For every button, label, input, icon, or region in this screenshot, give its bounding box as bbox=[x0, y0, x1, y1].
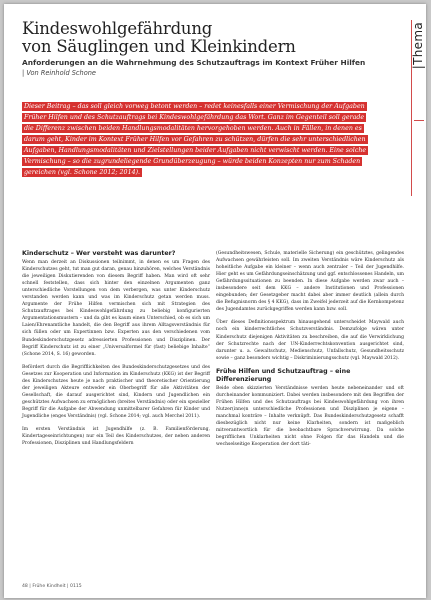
lead-highlight-text: Dieser Beitrag – das soll gleich vorweg betont werden – redet keinesfalls einer Vermischung der Aufgaben Früher Hilfen und des Schutzauftrags bei Kindeswohlgefährdung das Wort. Ganz im Gegenteil soll gerade die Differenz zwischen beiden Handlungsmodalitäten hervorgehoben werden. Auch in Fällen, in denen es darum geht, Kinder im Kontext Früher Hilfen vor Gefahren zu schützen, dürfen die sehr unterschiedlichen Aufgaben, Handlungsmodalitäten und Zielstellungen beider Aufgaben nicht verwischt werden. Eine solche Vermischung – so die zugrundeliegende Grundüberzeugung – würde beiden Konzepten nur zum Schaden gereichen (vgl. Schone 2012; 2014). bbox=[24, 103, 367, 176]
page-footer: 48 | Frühe Kindheit | 0115 bbox=[22, 584, 82, 589]
right-paragraph-3: Beide oben skizzierten Verständnisse werden heute nebeneinander und oft durcheinander kommuniziert. Dabei werden insbesondere mit den Begriffen der Frühen Hilfen und des Schutzauftrags bei Kindeswohlgefährdung von ihren Nutzer(inne)n unterschiedliche Professionen und Disziplinen je eigene – manchmal konträre – Inhalte verknüpft. Das Bundeskinderschutzgesetz schafft diesbezüglich nicht nur keine Klarheiten, sondern ist maßgeblich mitverantwortlich für die beobachtbare Sprachverwirrung. Da solche begrifflichen Unklarheiten nicht ohne Folgen für das Handeln und die wechselseitige Kooperation der dort täti- bbox=[216, 385, 404, 448]
document-page bbox=[4, 4, 426, 598]
article-title bbox=[22, 20, 362, 56]
right-paragraph-2: Über dieses Definitionsspektrum hinausgehend unterscheidet Maywald auch noch ein kinderrechtliches Schutzverständnis. Demzufolge wären unter Kinderschutz diejenigen Aktivitäten zu beschreiben, die auf die Verwirklichung der Schutzrechte nach der UN-Kinderrechtskonvention ausgerichtet sind, darunter u. a. Gewaltschutz, Medienschutz, Unfallschutz, Gesundheitsschutz sowie – ganz besonders wichtig – Diskriminierungsschutz (vgl. Maywald 2012). bbox=[216, 320, 404, 361]
section-tab-label: |Thema bbox=[411, 22, 425, 70]
right-column bbox=[216, 250, 404, 454]
right-column-heading: Frühe Hilfen und Schutzauftrag – eine Differenzierung bbox=[216, 367, 351, 383]
title-line-1: Kindeswohlgefährdung bbox=[22, 19, 213, 38]
lead-paragraph bbox=[22, 101, 370, 178]
article-subtitle: Anforderungen an die Wahrnehmung des Schutzauftrags im Kontext Früher Hilfen bbox=[22, 58, 366, 67]
left-column-heading: Kinderschutz – Wer versteht was darunter? bbox=[22, 250, 176, 257]
author-line: | Von Reinhold Schone bbox=[22, 69, 96, 77]
left-column bbox=[22, 250, 210, 453]
right-paragraph-1: (Gesundheitswesen, Schule, materielle Sicherung) ein geschütztes, gelingendes Aufwachsen gewährleisten soll. Im zweiten Verständnis wäre Kinderschutz als hoheitliche Aufgabe ein kleiner – wenn auch zentraler – Teil der Jugendhilfe. Hier geht es um Gefährdungseinschätzung und ggf. entschlossenes Handeln, um Gefährdungssituationen zu beenden. In diese Aufgabe werden zwar auch – insbesondere seit dem KKG – andere Institutionen und Professionen eingebunden; der Gesetzgeber macht dabei aber immer deutlich (allein durch die Befugnisnorm des § 4 KKG), dass im Zweifel jederzeit auf die Kernkompetenz des Jugendamtes zurückgegriffen werden kann bzw. soll. bbox=[216, 251, 404, 313]
section-tab-divider bbox=[414, 120, 424, 121]
title-line-2: von Säuglingen und Kleinkindern bbox=[22, 37, 296, 56]
left-paragraph-1: Wenn man derzeit an Diskussionen teilnimmt, in denen es um Fragen des Kinderschutzes geht, tut man gut daran, genau hinzuhören, welches Verständnis die jeweiligen Diskutierenden von diesem Begriff haben. Man wird oft sehr schnell feststellen, dass sich hinter den einzelnen Argumenten ganz unterschiedliche Vorstellungen von dem verbergen, was unter Kinderschutz verstanden werden kann und was im Kinderschutz getan werden muss. Argumente der Frühe Hilfen vermischen sich mit Strategien des Schutzauftrages bei Kindeswohlgefährdung zu beliebig konfigurierten Argumentationsmustern – und da gibt es kaum einen Unterschied, ob es sich um Laien/Ehrenamtliche handelt, die den Begriff aus ihrem Alltagsverständnis für sich füllen oder um Expertinnen bzw. Experten aus den verschiedenen vom Bundeskinderschutzgesetz adressierten Professionen und Disziplinen. Der Begriff Kinderschutz ist zu einer „Universalformel für (fast) beliebige Inhalte“ (Schone 2014, S. 16) geworden. bbox=[22, 260, 210, 357]
left-paragraph-2: Befördert durch die Begrifflichkeiten des Bundeskinderschutzgesetzes und des Gesetzes zur Kooperation und Information im Kinderschutz (KKG) ist der Begriff des Kinderschutzes heute je nach praktischer und theoretischer Orientierung der jeweiligen Akteure entweder ein Oberbegriff für alle Aktivitäten der Gesellschaft, die darauf ausgerichtet sind, Kindern und Jugendlichen ein geschütztes Aufwachsen zu ermöglichen (breites Verständnis) oder ein spezieller Begriff für die Aufgabe der Abwendung unmittelbarer Gefahren für Kinder und Jugendliche (enges Verständnis) (vgl. Schone 2014; vgl. auch Merchel 2011). bbox=[22, 364, 210, 419]
left-paragraph-3: Im ersten Verständnis ist Jugendhilfe (z. B. Familienförderung, Kindertageseinrichtungen) nur ein Teil des Kinderschutzes, der neben anderen Professionen, Disziplinen und Handlungsfeldern bbox=[22, 427, 210, 447]
